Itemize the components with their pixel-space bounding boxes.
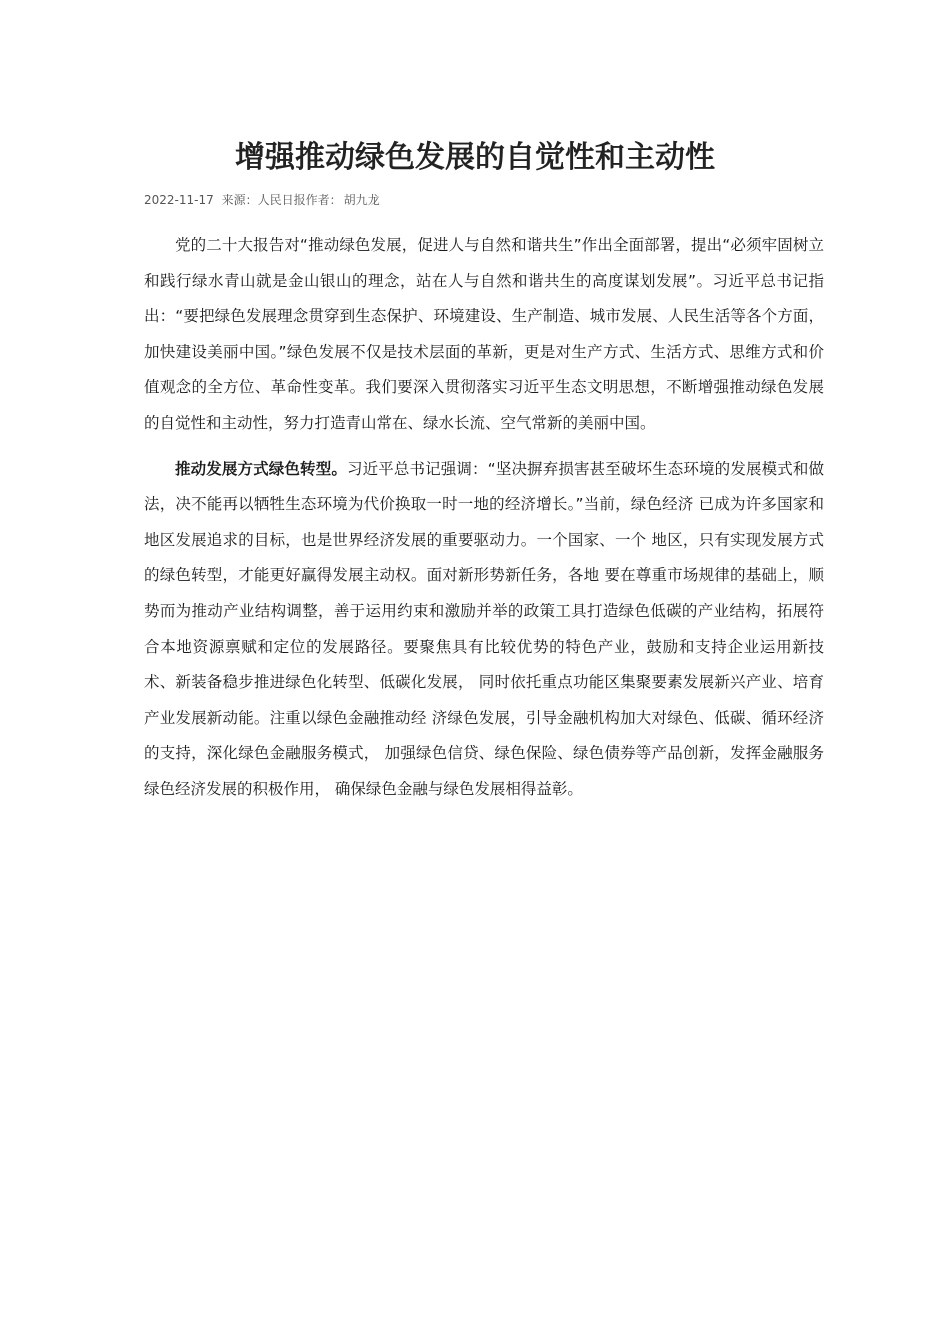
meta-source: 人民日报 — [257, 193, 306, 207]
meta-date: 2022-11-17 — [144, 193, 214, 207]
paragraph-text: 习近平总书记强调：“坚决摒弃损害甚至破坏生态环境的发展模式和做法，决不能再以牺牲生态环境为代价换取一时一地的经济增长。”当前，绿色经济 已成为许多国家和地区发展追求的目标，也是世界经济发展的重要驱动力。一个国家、一个 地区，只有实现发展方式的绿色转型，才能更好赢得发展主动权。面对新形势新任务，各地 要在尊重市场规律的基础上，顺势而为推动产业结构调整，善于运用约束和激励并举的政策工具打造绿色低碳的产业结构，拓展符合本地资源禀赋和定位的发展路径。要聚焦具有比较优势的特色产业，鼓励和支持企业运用新技术、新装备稳步推进绿色化转型、低碳化发展， 同时依托重点功能区集聚要素发展新兴产业、培育产业发展新动能。注重以绿色金融推动经 济绿色发展，引导金融机构加大对绿色、低碳、循环经济的支持，深化绿色金融服务模式， 加强绿色信贷、绿色保险、绿色债券等产品创新，发挥金融服务绿色经济发展的积极作用， 确保绿色金融与绿色发展相得益彰。 — [144, 459, 824, 798]
paragraph-lead: 推动发展方式绿色转型。 — [175, 459, 347, 478]
article-meta — [144, 191, 380, 209]
meta-author: 胡九龙 — [343, 193, 380, 207]
paragraph-green-transformation — [144, 452, 824, 808]
meta-author-label: 作者： — [305, 193, 342, 207]
paragraph-text: 党的二十大报告对“推动绿色发展，促进人与自然和谐共生”作出全面部署，提出“必须牢固树立和践行绿水青山就是金山银山的理念，站在人与自然和谐共生的高度谋划发展”。习近平总书记指出：“要把绿色发展理念贯穿到生态保护、环境建设、生产制造、城市发展、人民生活等各个方面，加快建设美丽中国。”绿色发展不仅是技术层面的革新，更是对生产方式、生活方式、思维方式和价值观念的全方位、革命性变革。我们要深入贯彻落实习近平生态文明思想，不断增强推动绿色发展的自觉性和主动性，努力打造青山常在、绿水长流、空气常新的美丽中国。 — [144, 236, 824, 432]
paragraph-intro — [144, 228, 824, 442]
article-body — [144, 228, 824, 808]
article-title: 增强推动绿色发展的自觉性和主动性 — [235, 140, 715, 175]
meta-source-label: 来源： — [221, 193, 258, 207]
